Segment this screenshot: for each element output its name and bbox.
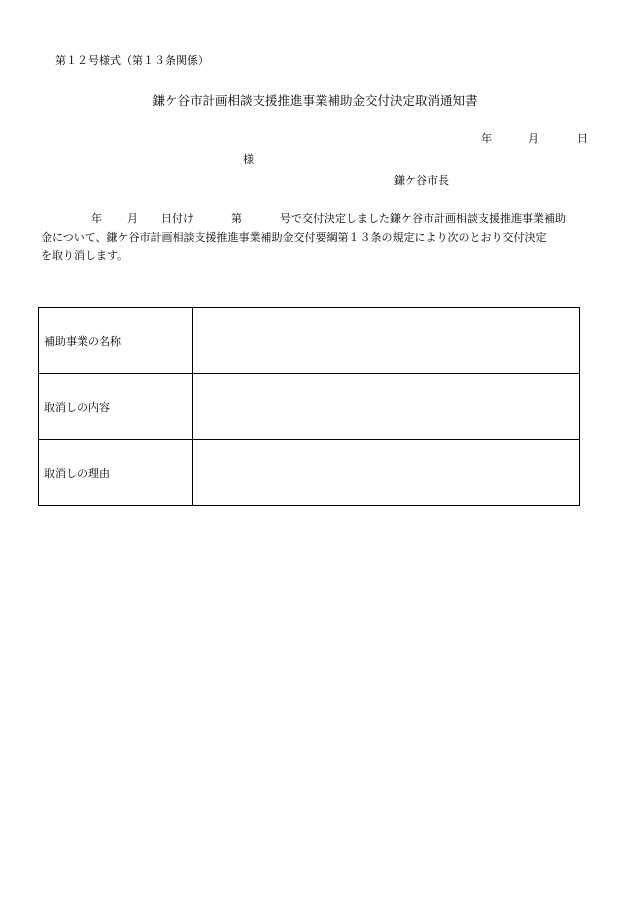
date-month-label: 月 <box>528 132 539 145</box>
body-month-label: 月 <box>127 212 138 225</box>
body-line-3: を取り消します。 <box>41 249 129 262</box>
body-number-prefix: 第 <box>231 212 242 225</box>
table-row <box>39 440 580 506</box>
date-day-label: 日 <box>577 132 588 145</box>
table-row <box>39 308 580 374</box>
body-line-1-text: 号で交付決定しました鎌ケ谷市計画相談支援推進事業補助 <box>280 212 566 225</box>
project-name-label: 補助事業の名称 <box>39 308 193 374</box>
cancellation-reason-value <box>193 440 580 506</box>
body-year-label: 年 <box>91 212 102 225</box>
cancellation-content-value <box>193 374 580 440</box>
form-number: 第１２号様式（第１３条関係） <box>55 54 209 67</box>
body-line-1 <box>41 210 587 229</box>
body-line-2: 金について、鎌ケ谷市計画相談支援推進事業補助金交付要綱第１３条の規定により次のとおり交付決定 <box>41 230 547 244</box>
project-name-value <box>193 308 580 374</box>
date-year-label: 年 <box>481 132 492 145</box>
recipient-honorific: 様 <box>243 153 254 166</box>
details-table <box>38 307 580 506</box>
body-dated-label: 日付け <box>161 212 194 225</box>
cancellation-reason-label: 取消しの理由 <box>39 440 193 506</box>
document-title: 鎌ケ谷市計画相談支援推進事業補助金交付決定取消通知書 <box>152 93 478 108</box>
issuer-name: 鎌ケ谷市長 <box>394 174 449 187</box>
notice-body <box>41 210 587 266</box>
table-row <box>39 374 580 440</box>
cancellation-content-label: 取消しの内容 <box>39 374 193 440</box>
